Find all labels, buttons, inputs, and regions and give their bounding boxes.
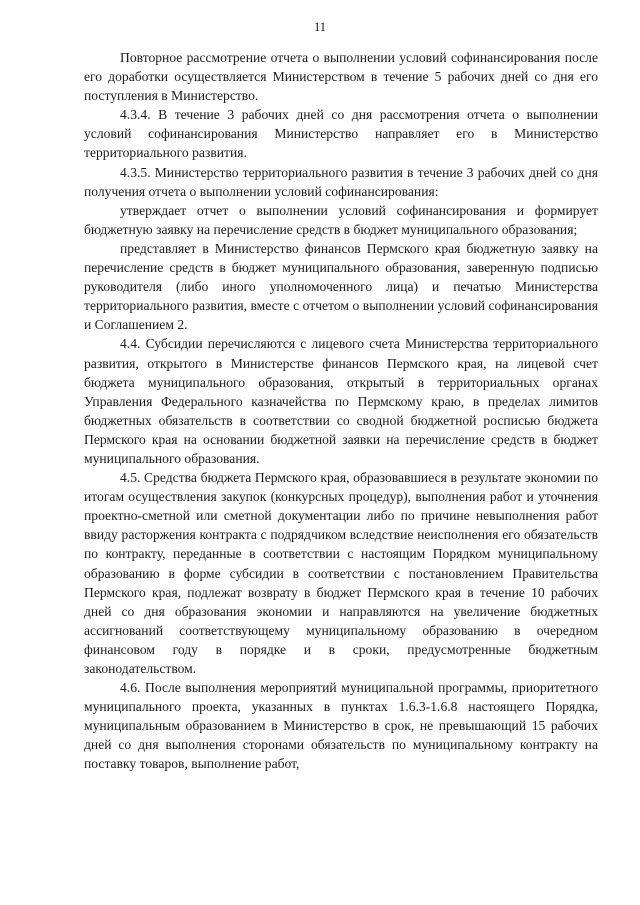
paragraph-4-6: 4.6. После выполнения мероприятий муниципальной программы, приоритетного муниципального проекта, указанных в пунктах 1.6.3-1.6.8 настоящего Порядка, муниципальным образованием в Министерство в срок, не превышающий 15 рабочих дней со дня выполнения сторонами обязательств по муниципальному контракту на поставку товаров, выполнение работ, xyxy=(84,680,598,772)
paragraph-4-3-4: 4.3.4. В течение 3 рабочих дней со дня рассмотрения отчета о выполнении условий софинансирования Министерство направляет его в Министерство территориального развития. xyxy=(84,107,598,161)
paragraph-4-5: 4.5. Средства бюджета Пермского края, образовавшиеся в результате экономии по итогам осуществления закупок (конкурсных процедур), выполнения работ и уточнения проектно-сметной или сметной документации либо по причине невыполнения работ ввиду расторжения контракта с подрядчиком вследствие неисполнения его обязательств по контракту, переданные в соответствии с настоящим Порядком муниципальному образованию в форме субсидии в соответствии с постановлением Правительства Пермского края, подлежат возврату в бюджет Пермского края в течение 10 рабочих дней со дня образования экономии и направляются на увеличение бюджетных ассигнований соответствующему муниципальному образованию в очередном финансовом году в порядке и в сроки, предусмотренные бюджетным законодательством. xyxy=(84,470,598,676)
paragraph-submits-budget-request: представляет в Министерство финансов Пермского края бюджетную заявку на перечисление средств в бюджет муниципального образования, завеpенную подписью руководителя (либо иного уполномоченного лица) и печатью Министерства территориального развития, вместе с отчетом о выполнении условий софинансирования и Соглашением 2. xyxy=(84,240,598,333)
paragraph-resubmission: Повторное рассмотрение отчета о выполнении условий софинансирования после его доработки осуществляется Министерством в течение 5 рабочих дней со дня его поступления в Министерство. xyxy=(84,50,598,104)
paragraph-4-4: 4.4. Субсидии перечисляются с лицевого счета Министерства территориального развития, открытого в Министерстве финансов Пермского края, на лицевой счет бюджета муниципального образования, открытый в территориальных органах Управления Федерального казначейства по Пермскому краю, в пределах лимитов бюджетных обязательств в соответствии со сводной бюджетной росписью бюджета Пермского края на основании бюджетной заявки на перечисление средств в бюджет муниципального образования. xyxy=(84,336,598,466)
page-number: 11 xyxy=(313,20,327,34)
document-body xyxy=(84,48,598,774)
paragraph-approves-report: утверждает отчет о выполнении условий софинансирования и формирует бюджетную заявку на перечисление средств в бюджет муниципального образования; xyxy=(84,202,598,237)
paragraph-4-3-5: 4.3.5. Министерство территориального развития в течение 3 рабочих дней со дня получения отчета о выполнении условий софинансирования: xyxy=(84,164,598,199)
